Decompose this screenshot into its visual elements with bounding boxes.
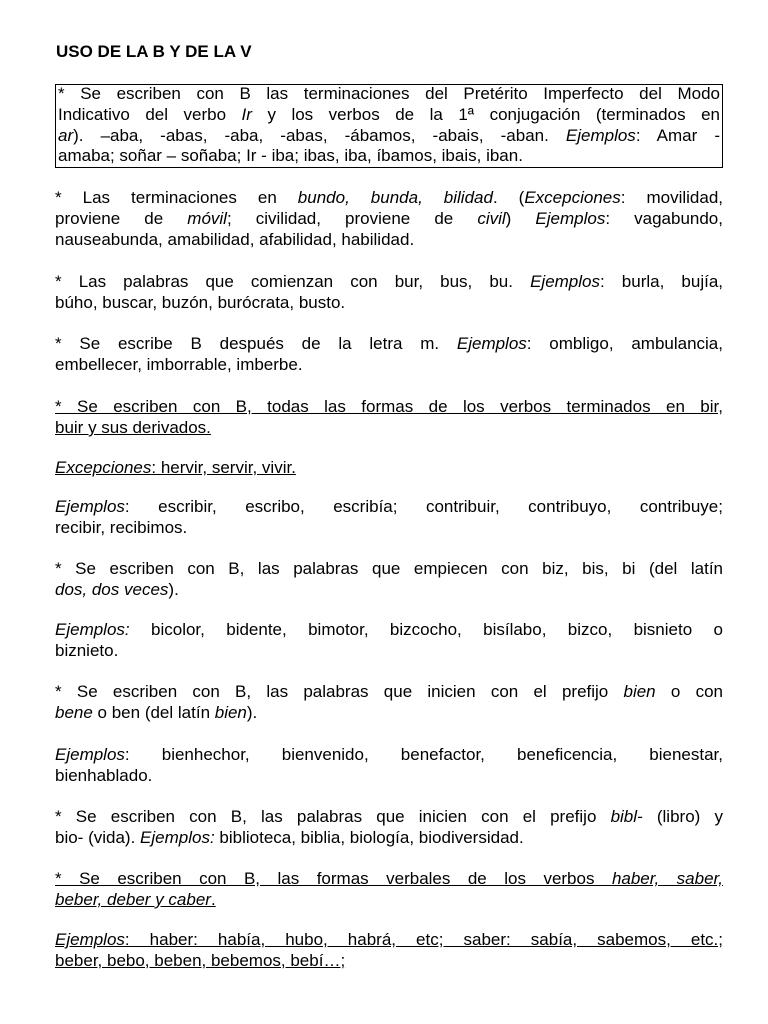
text-run: ; civilidad, proviene de: [226, 208, 478, 228]
italic-text: Excepciones: [55, 458, 152, 477]
paragraph: [55, 869, 723, 911]
text-run: biblioteca, biblia, biología, biodiversidad.: [214, 827, 524, 847]
paragraph-line: [55, 293, 723, 314]
paragraph-line: [55, 580, 723, 601]
paragraph: [58, 84, 720, 167]
paragraph-line: [55, 355, 723, 376]
italic-text: Ejemplos: [530, 272, 600, 291]
text-run: : ombligo, ambulancia,: [526, 334, 723, 353]
text-run: ): [505, 208, 536, 228]
italic-text: beber, deber y caber: [55, 889, 211, 909]
italic-text: ar: [58, 125, 74, 145]
text-run: nauseabunda, amabilidad, afabilidad, habilidad.: [55, 229, 415, 249]
paragraph-line: [55, 828, 723, 849]
text-run: : escribir, escribo, escribía; contribuir, contribuyo, contribuye;: [124, 497, 723, 516]
text-run: amaba; soñar – soñaba; Ir - iba; ibas, iba, íbamos, ibais, iban.: [58, 146, 523, 166]
paragraph: [55, 334, 723, 376]
text-run: . (: [492, 188, 525, 207]
paragraph: [55, 188, 723, 250]
text-run: ). –aba, -abas, -aba, -abas, -ábamos, -abais, -aban.: [73, 125, 566, 145]
text-run: (libro) y: [642, 807, 723, 826]
text-run: embellecer, imborrable, imberbe.: [55, 354, 303, 374]
paragraph-line: [55, 703, 723, 724]
text-run: Indicativo del verbo: [58, 104, 242, 124]
paragraph: [55, 745, 723, 787]
paragraph-line: [55, 188, 723, 209]
paragraph-line: [55, 334, 723, 355]
italic-text: bundo, bunda, bilidad: [297, 188, 493, 207]
paragraph-line: [55, 418, 723, 439]
text-run: búho, buscar, buzón, burócrata, busto.: [55, 292, 346, 312]
italic-text: civil: [477, 208, 506, 228]
italic-text: bien: [214, 702, 247, 722]
italic-text: Ejemplos: [55, 497, 125, 516]
text-run: o ben (del latín: [92, 702, 215, 722]
text-run: .: [210, 889, 216, 909]
paragraph-line: [55, 766, 723, 787]
italic-text: móvil: [187, 208, 227, 228]
italic-text: Ejemplos: [55, 745, 125, 764]
paragraph: [55, 397, 723, 439]
text-run: : Amar -: [635, 125, 720, 145]
italic-text: bien: [623, 682, 656, 701]
text-run: y los verbos de la 1ª conjugación (terminados en: [251, 104, 720, 124]
paragraph-line: [55, 559, 723, 580]
paragraph-line: [55, 951, 723, 972]
paragraph: [55, 930, 723, 972]
paragraph-line: [55, 869, 723, 890]
paragraph-line: [58, 84, 720, 105]
text-run: proviene de: [55, 208, 188, 228]
text-run: ).: [246, 702, 258, 722]
text-run: * Las terminaciones en: [55, 188, 298, 207]
italic-text: dos, dos veces: [55, 579, 169, 599]
italic-text: Ejemplos: [55, 930, 125, 949]
paragraph: [55, 458, 723, 479]
paragraph: [55, 682, 723, 724]
paragraph-line: [58, 105, 720, 126]
text-run: bio- (vida).: [55, 827, 141, 847]
paragraph: [55, 559, 723, 601]
paragraph-line: [58, 126, 720, 147]
paragraph-line: [55, 682, 723, 703]
paragraph-line: [55, 497, 723, 518]
paragraph: [55, 497, 723, 539]
paragraph-line: [55, 890, 723, 911]
text-run: o con: [655, 682, 723, 701]
italic-text: Excepciones: [524, 188, 621, 207]
text-run: beber, bebo, beben, bebemos, bebí…;: [55, 950, 346, 970]
italic-text: Ejemplos: [456, 334, 527, 353]
document-title: USO DE LA B Y DE LA V: [56, 42, 252, 61]
paragraph: [55, 807, 723, 849]
text-run: recibir, recibimos.: [55, 517, 188, 537]
text-run: bienhablado.: [55, 765, 153, 785]
text-run: * Se escriben con B, las formas verbales de los verbos: [55, 869, 612, 888]
paragraph-line: [58, 146, 720, 167]
text-run: * Se escriben con B, todas las formas de los verbos terminados en bir,: [55, 397, 723, 416]
text-run: * Se escriben con B, las palabras que inicien con el prefijo: [55, 807, 611, 826]
text-run: * Se escriben con B, las palabras que inicien con el prefijo: [55, 682, 624, 701]
paragraph-line: [55, 930, 723, 951]
text-run: * Se escriben con B las terminaciones del Pretérito Imperfecto del Modo: [58, 84, 720, 103]
italic-text: bibl-: [610, 807, 643, 826]
paragraph-line: [55, 458, 723, 479]
italic-text: Ejemplos: [565, 125, 636, 145]
text-run: : movilidad,: [620, 188, 723, 207]
text-run: bicolor, bidente, bimotor, bizcocho, bisílabo, bizco, bisnieto o: [129, 620, 723, 639]
paragraph-line: [55, 230, 723, 251]
text-run: * Las palabras que comienzan con bur, bus, bu.: [55, 272, 531, 291]
text-run: : burla, bujía,: [600, 272, 723, 291]
paragraph-line: [55, 397, 723, 418]
italic-text: haber, saber,: [611, 869, 723, 888]
italic-text: Ejemplos:: [140, 827, 215, 847]
text-run: : haber: había, hubo, habrá, etc; saber: sabía, sabemos, etc.;: [124, 930, 723, 949]
text-run: buir y sus derivados.: [55, 417, 211, 437]
paragraph-line: [55, 620, 723, 641]
paragraph-line: [55, 272, 723, 293]
italic-text: bene: [55, 702, 93, 722]
paragraph: [55, 272, 723, 314]
text-run: ).: [168, 579, 179, 599]
paragraph-line: [55, 745, 723, 766]
paragraph-line: [55, 518, 723, 539]
italic-text: Ejemplos:: [55, 620, 130, 639]
text-run: * Se escriben con B, las palabras que empiecen con biz, bis, bi (del latín: [55, 559, 723, 578]
italic-text: Ejemplos: [535, 208, 606, 228]
text-run: : bienhechor, bienvenido, benefactor, beneficencia, bienestar,: [124, 745, 723, 764]
paragraph-line: [55, 209, 723, 230]
text-run: * Se escribe B después de la letra m.: [55, 334, 457, 353]
text-run: : vagabundo,: [605, 208, 723, 228]
paragraph: [55, 620, 723, 662]
text-run: : hervir, servir, vivir.: [151, 458, 296, 477]
paragraph-line: [55, 641, 723, 662]
text-run: biznieto.: [55, 640, 119, 660]
italic-text: Ir: [241, 104, 252, 124]
paragraph-line: [55, 807, 723, 828]
